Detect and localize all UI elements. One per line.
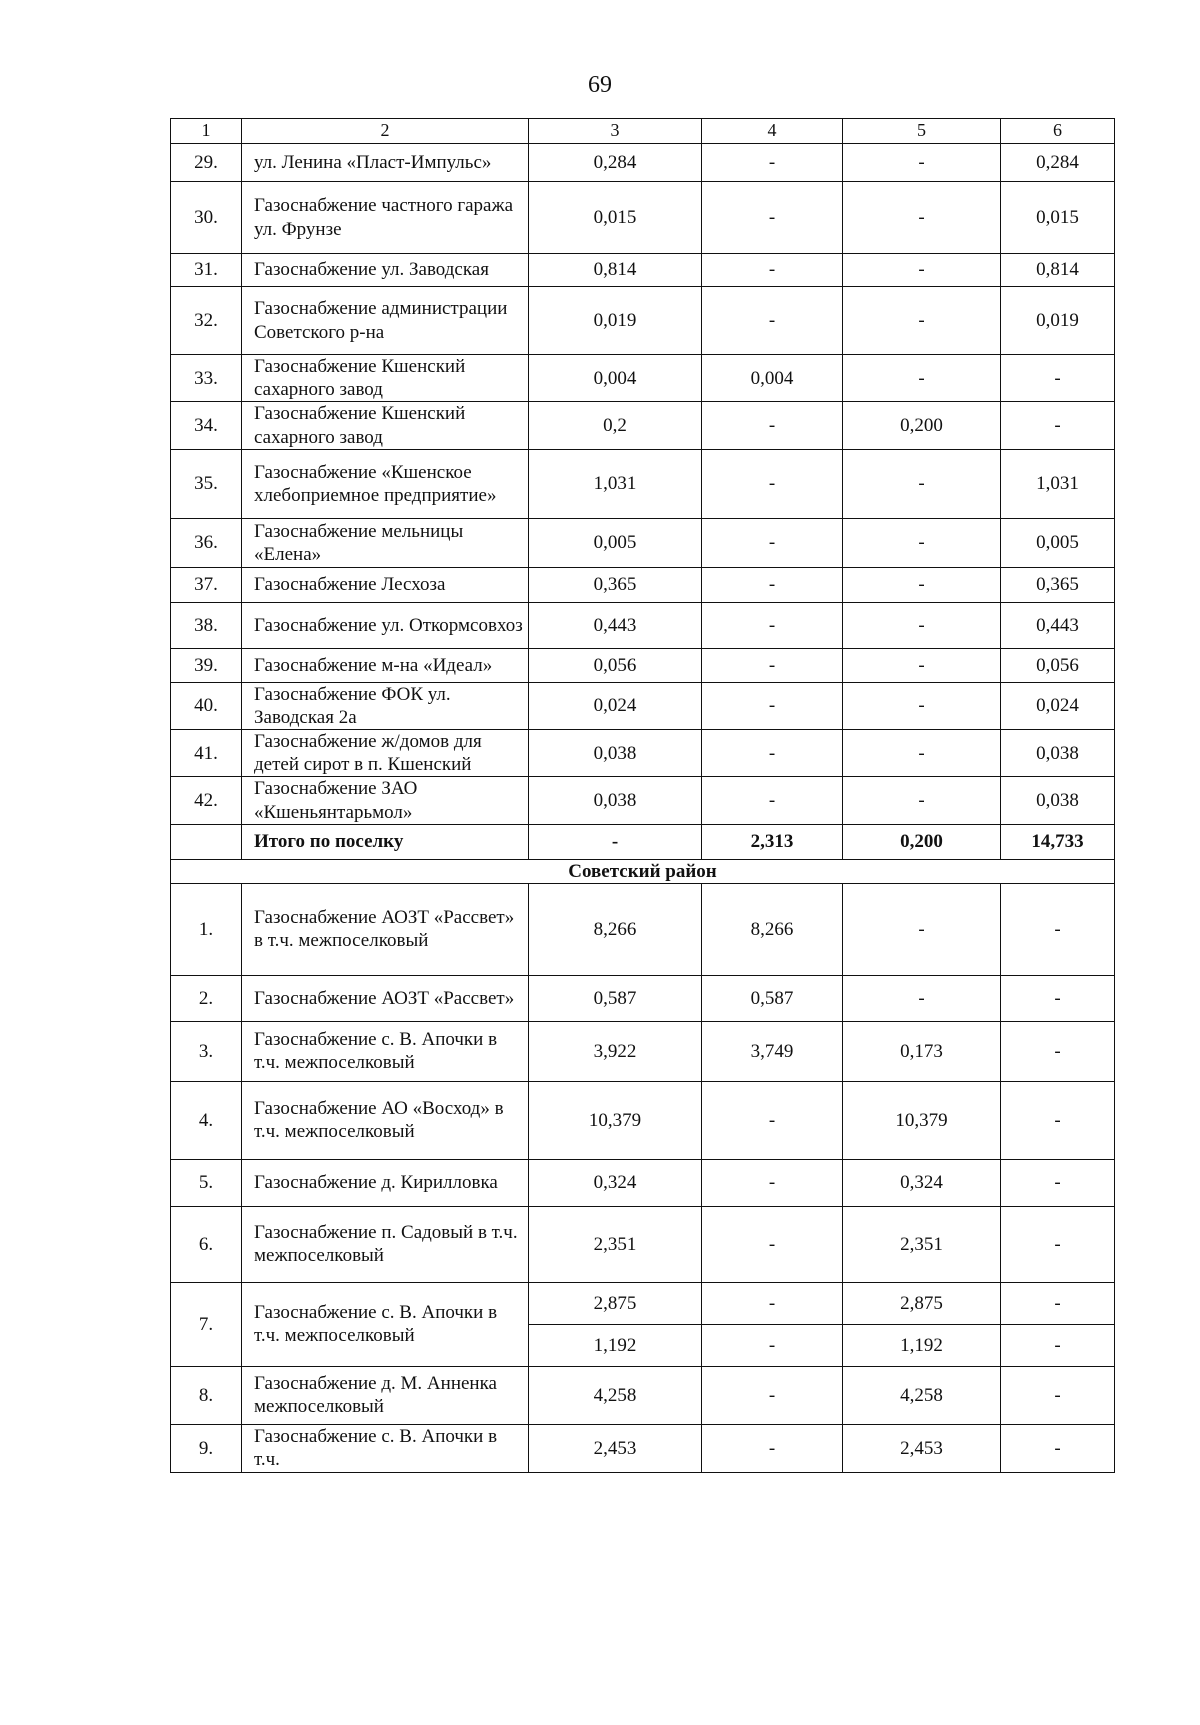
- value-col5: 4,258: [843, 1366, 1001, 1424]
- row-number: 40.: [171, 682, 242, 729]
- value-col4: 3,749: [702, 1021, 843, 1081]
- value-col5: 0,324: [843, 1159, 1001, 1206]
- header-cell: 1: [171, 119, 242, 144]
- value-col3: 8,266: [529, 883, 702, 975]
- value-col6: -: [1001, 975, 1115, 1021]
- table-row: [171, 287, 1115, 355]
- row-number: 6.: [171, 1206, 242, 1282]
- value-col6: -: [1001, 1206, 1115, 1282]
- value-col6: -: [1001, 1324, 1115, 1366]
- gas-supply-table: [170, 118, 1115, 1473]
- total-col5: 0,200: [843, 824, 1001, 859]
- value-col4: -: [702, 1366, 843, 1424]
- value-col6: -: [1001, 883, 1115, 975]
- value-col4: -: [702, 402, 843, 449]
- table-header-row: [171, 119, 1115, 144]
- header-cell: 2: [242, 119, 529, 144]
- table-row: [171, 682, 1115, 729]
- table-row: [171, 144, 1115, 182]
- value-col5: -: [843, 355, 1001, 402]
- header-cell: 6: [1001, 119, 1115, 144]
- value-col6: 0,005: [1001, 518, 1115, 567]
- value-col3: 1,192: [529, 1324, 702, 1366]
- value-col5: 1,192: [843, 1324, 1001, 1366]
- header-cell: 5: [843, 119, 1001, 144]
- table-row: [171, 1424, 1115, 1472]
- row-description: Газоснабжение м-на «Идеал»: [242, 648, 529, 682]
- value-col6: -: [1001, 402, 1115, 449]
- value-col6: -: [1001, 1021, 1115, 1081]
- value-col5: -: [843, 449, 1001, 518]
- value-col5: 2,351: [843, 1206, 1001, 1282]
- row-number: 34.: [171, 402, 242, 449]
- value-col5: -: [843, 602, 1001, 648]
- value-col5: -: [843, 144, 1001, 182]
- value-col6: 1,031: [1001, 449, 1115, 518]
- value-col3: 0,005: [529, 518, 702, 567]
- table-row: [171, 730, 1115, 777]
- table-row: [171, 1282, 1115, 1324]
- row-number: 42.: [171, 777, 242, 824]
- value-col4: 0,004: [702, 355, 843, 402]
- table-row: [171, 449, 1115, 518]
- row-number: 5.: [171, 1159, 242, 1206]
- row-number: 31.: [171, 254, 242, 287]
- total-col6: 14,733: [1001, 824, 1115, 859]
- value-col6: 0,038: [1001, 777, 1115, 824]
- value-col5: -: [843, 648, 1001, 682]
- row-number: 32.: [171, 287, 242, 355]
- section-title: Советский район: [171, 859, 1115, 883]
- table-row: [171, 254, 1115, 287]
- value-col6: 0,284: [1001, 144, 1115, 182]
- value-col6: 0,038: [1001, 730, 1115, 777]
- value-col5: -: [843, 287, 1001, 355]
- value-col5: -: [843, 518, 1001, 567]
- value-col3: 2,453: [529, 1424, 702, 1472]
- value-col4: 8,266: [702, 883, 843, 975]
- value-col6: -: [1001, 1159, 1115, 1206]
- row-description: Газоснабжение д. М. Анненка межпоселковый: [242, 1366, 529, 1424]
- row-number: 9.: [171, 1424, 242, 1472]
- value-col4: -: [702, 1324, 843, 1366]
- table-row: [171, 1159, 1115, 1206]
- row-description: Газоснабжение «Кшенское хлебоприемное предприятие»: [242, 449, 529, 518]
- value-col5: -: [843, 975, 1001, 1021]
- table-row: [171, 1206, 1115, 1282]
- row-description: Газоснабжение ж/домов для детей сирот в п. Кшенский: [242, 730, 529, 777]
- value-col4: 0,587: [702, 975, 843, 1021]
- row-description: Газоснабжение п. Садовый в т.ч. межпоселковый: [242, 1206, 529, 1282]
- value-col5: 2,875: [843, 1282, 1001, 1324]
- total-row: [171, 824, 1115, 859]
- value-col4: -: [702, 1159, 843, 1206]
- table-row: [171, 567, 1115, 602]
- value-col3: 0,587: [529, 975, 702, 1021]
- value-col6: 0,365: [1001, 567, 1115, 602]
- row-description: Газоснабжение АО «Восход» в т.ч. межпоселковый: [242, 1081, 529, 1159]
- value-col4: -: [702, 1206, 843, 1282]
- table-row: [171, 402, 1115, 449]
- value-col4: -: [702, 1282, 843, 1324]
- value-col5: -: [843, 777, 1001, 824]
- table-row: [171, 1366, 1115, 1424]
- row-description: Газоснабжение д. Кирилловка: [242, 1159, 529, 1206]
- row-number: 35.: [171, 449, 242, 518]
- row-description: Газоснабжение с. В. Апочки в т.ч. межпоселковый: [242, 1021, 529, 1081]
- value-col6: 0,443: [1001, 602, 1115, 648]
- value-col3: 1,031: [529, 449, 702, 518]
- page-number: 69: [588, 72, 612, 98]
- value-col4: -: [702, 777, 843, 824]
- value-col6: -: [1001, 1366, 1115, 1424]
- row-description: Газоснабжение ФОК ул. Заводская 2а: [242, 682, 529, 729]
- row-number: 41.: [171, 730, 242, 777]
- value-col6: -: [1001, 1081, 1115, 1159]
- value-col4: -: [702, 567, 843, 602]
- value-col4: -: [702, 144, 843, 182]
- value-col6: 0,015: [1001, 182, 1115, 254]
- value-col3: 0,2: [529, 402, 702, 449]
- row-description: ул. Ленина «Пласт-Импульс»: [242, 144, 529, 182]
- row-description: Газоснабжение частного гаража ул. Фрунзе: [242, 182, 529, 254]
- value-col3: 0,038: [529, 777, 702, 824]
- value-col6: 0,024: [1001, 682, 1115, 729]
- row-description: Газоснабжение АОЗТ «Рассвет» в т.ч. межпоселковый: [242, 883, 529, 975]
- table-row: [171, 1081, 1115, 1159]
- value-col5: -: [843, 730, 1001, 777]
- table-row: [171, 602, 1115, 648]
- row-description: Газоснабжение ЗАО «Кшеньянтарьмол»: [242, 777, 529, 824]
- row-description: Газоснабжение мельницы «Елена»: [242, 518, 529, 567]
- value-col4: -: [702, 182, 843, 254]
- value-col5: 10,379: [843, 1081, 1001, 1159]
- value-col3: 0,365: [529, 567, 702, 602]
- value-col3: 0,284: [529, 144, 702, 182]
- value-col3: 10,379: [529, 1081, 702, 1159]
- table-row: [171, 518, 1115, 567]
- value-col4: -: [702, 1081, 843, 1159]
- value-col3: 0,019: [529, 287, 702, 355]
- row-number: 4.: [171, 1081, 242, 1159]
- row-number: 36.: [171, 518, 242, 567]
- row-number: 33.: [171, 355, 242, 402]
- value-col4: -: [702, 254, 843, 287]
- value-col3: 0,004: [529, 355, 702, 402]
- row-description: Газоснабжение с. В. Апочки в т.ч.: [242, 1424, 529, 1472]
- row-number: 38.: [171, 602, 242, 648]
- value-col5: 0,200: [843, 402, 1001, 449]
- table-row: [171, 648, 1115, 682]
- row-description: Газоснабжение Лесхоза: [242, 567, 529, 602]
- value-col5: -: [843, 254, 1001, 287]
- row-description: Газоснабжение Кшенский сахарного завод: [242, 355, 529, 402]
- value-col4: -: [702, 648, 843, 682]
- value-col4: -: [702, 449, 843, 518]
- header-cell: 3: [529, 119, 702, 144]
- value-col3: 2,875: [529, 1282, 702, 1324]
- value-col4: -: [702, 602, 843, 648]
- row-number: 1.: [171, 883, 242, 975]
- row-number: 37.: [171, 567, 242, 602]
- value-col5: 2,453: [843, 1424, 1001, 1472]
- value-col5: -: [843, 182, 1001, 254]
- value-col3: 0,024: [529, 682, 702, 729]
- row-number: [171, 824, 242, 859]
- value-col6: -: [1001, 1282, 1115, 1324]
- value-col3: 0,056: [529, 648, 702, 682]
- row-number: 2.: [171, 975, 242, 1021]
- table-row: [171, 355, 1115, 402]
- total-col4: 2,313: [702, 824, 843, 859]
- row-number: 7.: [171, 1282, 242, 1366]
- row-number: 29.: [171, 144, 242, 182]
- total-col3: -: [529, 824, 702, 859]
- row-description: Газоснабжение с. В. Апочки в т.ч. межпоселковый: [242, 1282, 529, 1366]
- row-description: Газоснабжение администрации Советского р-на: [242, 287, 529, 355]
- table-row: [171, 975, 1115, 1021]
- table-row: [171, 777, 1115, 824]
- section-row: [171, 859, 1115, 883]
- value-col3: 0,443: [529, 602, 702, 648]
- row-number: 39.: [171, 648, 242, 682]
- row-description: Газоснабжение Кшенский сахарного завод: [242, 402, 529, 449]
- value-col3: 2,351: [529, 1206, 702, 1282]
- row-number: 3.: [171, 1021, 242, 1081]
- value-col3: 0,015: [529, 182, 702, 254]
- row-description: Газоснабжение ул. Заводская: [242, 254, 529, 287]
- table-row: [171, 1021, 1115, 1081]
- row-number: 30.: [171, 182, 242, 254]
- value-col3: 3,922: [529, 1021, 702, 1081]
- table-row: [171, 883, 1115, 975]
- value-col3: 0,324: [529, 1159, 702, 1206]
- value-col4: -: [702, 287, 843, 355]
- value-col3: 0,038: [529, 730, 702, 777]
- value-col5: -: [843, 567, 1001, 602]
- row-description: Газоснабжение АОЗТ «Рассвет»: [242, 975, 529, 1021]
- value-col3: 0,814: [529, 254, 702, 287]
- value-col5: -: [843, 883, 1001, 975]
- total-label: Итого по поселку: [242, 824, 529, 859]
- value-col6: -: [1001, 355, 1115, 402]
- value-col6: -: [1001, 1424, 1115, 1472]
- row-description: Газоснабжение ул. Откормсовхоз: [242, 602, 529, 648]
- table-row: [171, 182, 1115, 254]
- value-col6: 0,019: [1001, 287, 1115, 355]
- value-col6: 0,056: [1001, 648, 1115, 682]
- header-cell: 4: [702, 119, 843, 144]
- value-col4: -: [702, 682, 843, 729]
- value-col5: -: [843, 682, 1001, 729]
- value-col4: -: [702, 518, 843, 567]
- value-col6: 0,814: [1001, 254, 1115, 287]
- value-col4: -: [702, 730, 843, 777]
- value-col3: 4,258: [529, 1366, 702, 1424]
- value-col4: -: [702, 1424, 843, 1472]
- value-col5: 0,173: [843, 1021, 1001, 1081]
- row-number: 8.: [171, 1366, 242, 1424]
